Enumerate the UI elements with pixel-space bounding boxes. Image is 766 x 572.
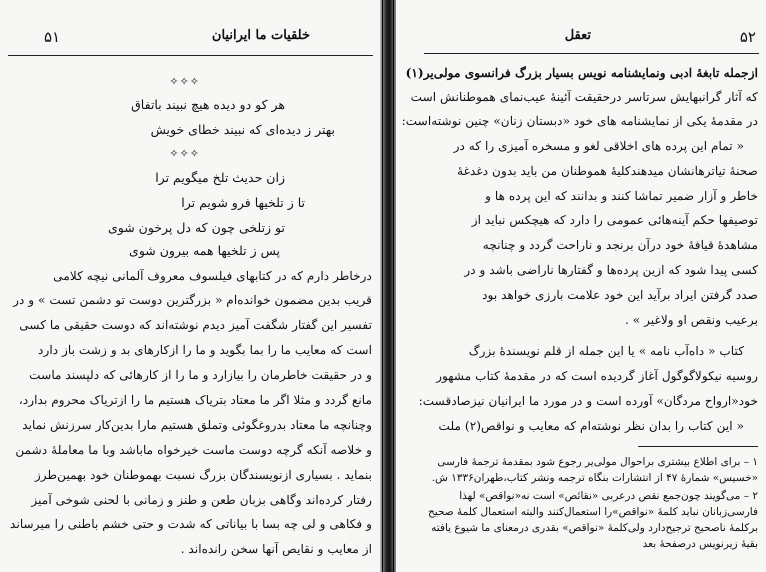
body-line: تفسیر این گفتار شگفت آمیز دیدم نوشته‌اند که دوست حقیقی ما کسی [19, 318, 372, 332]
body-line: قریب بدین مضمون خوانده‌ام « بزرگترین دوست تو دشمن تست » و در [13, 293, 372, 307]
right-page-title: تعقل [564, 28, 591, 43]
footnote-line: ۱ – برای اطلاع بیشتری براحوال مولی‌یر رجوع شود بمقدمهٔ ترجمهٔ فارسی [437, 456, 758, 468]
footnote-rule [638, 446, 758, 447]
quote-line: مشاهدهٔ قیافهٔ خود درآن برنجد و ناراحت گردد و چنانچه [482, 238, 758, 252]
gutter-edge [393, 0, 394, 572]
poem-verse: تو زتلخی چون که دل پرخون شوی [107, 220, 285, 235]
body-line: است که معایب ما را بما بگوید و ما را ازکارهای بد و زشت باز دارد [38, 343, 372, 357]
left-page-number: ۵۱ [44, 28, 61, 46]
quote-line: توصیفها حکم آینه‌هائی عمومی را دارد که هیچکس نباید از [471, 213, 758, 227]
quote-line: برعیب ونقص او ولاغیر » . [625, 313, 758, 327]
poem-verse: بهتر ز دیده‌ای که نبیند خطای خویش [150, 122, 335, 137]
body-line: و فکاهی و لی چه بسا با بیاناتی که شدت و حتی خشم باطنی را میرساند [10, 517, 372, 531]
left-page-header [0, 28, 380, 54]
quote-line: « این کتاب را بدان نظر نوشته‌ام که معایب و نواقص(۲) ملت [438, 419, 744, 433]
body-line: روسیه نیکولاگوگول آغاز گردیده است که در مقدمهٔ کتاب مشهور [436, 369, 758, 383]
ornament: ✧✧✧ [169, 147, 200, 160]
body-line: در مقدمهٔ یکی از نمایشنامه های خود «دبستان زنان» چنین نوشته‌است: [401, 114, 758, 128]
body-line: از معایب و نقایص آنها سخن رانده‌اند . [180, 542, 372, 556]
quote-line: صحنهٔ تیاترهانشان میدهندکلیهٔ هموطنان من باید بدون دغدغهٔ [457, 164, 758, 178]
gutter-edge [382, 0, 383, 572]
poem-verse: زان حدیث تلخ میگویم ترا [155, 170, 285, 185]
body-line: مانع گردد و مثلا اگر ما معتاد بتریاک هستیم ما را ازتریاک محروم بدارد، [18, 393, 372, 407]
right-page-header [396, 28, 766, 54]
body-line: رفتار کرده‌اند وگاهی بزبان طعن و طنز و زمانی با لحنی شوخی آمیز [31, 493, 372, 507]
quote-line: صدد گرفتن ایراد برآید این خود علامت بارزی خواهد بود [482, 288, 758, 302]
body-line: ازجمله تابغهٔ ادبی ونمایشنامه نویس بسیار بزرگ فرانسوی مولی‌یر(۱) [405, 66, 758, 80]
quote-line: کسی پیدا شود که ازین پرده‌ها و گفتارها ناراضی باشد و در [464, 263, 758, 277]
left-page [0, 0, 380, 572]
footnote-line: بقیهٔ زیرنویس درصفحهٔ بعد [642, 538, 758, 550]
body-line: درخاطر دارم که در کتابهای فیلسوف معروف آلمانی نیچه کلامی [53, 269, 372, 283]
footnote-line: برکلمهٔ ناصحیح ترجیح‌دارد ولی‌کلمهٔ «نواقص» بقدری درمعنای ما شیوع یافته [431, 522, 758, 534]
quote-line: خاطر و آزار ضمیر تماشا کنند و بدانند که این پرده ها و [485, 189, 758, 203]
right-header-rule [424, 53, 759, 54]
right-page-number: ۵۲ [739, 28, 756, 46]
body-line: و خلاصه آنکه گرچه دوست ماست خیرخواه ماباشد وبا ما معاملهٔ دشمن [15, 443, 372, 457]
body-line: وچنانچه ما معتاد بدروغگوئی وتملق هستیم مارا بدین‌کار سرزنش نماید [22, 418, 372, 432]
footnote-line: ۲ – می‌گویند چون‌جمع نقص درعربی «نقائص» است نه«نواقص» لهذا [459, 490, 758, 502]
right-page [396, 0, 766, 572]
poem-verse: هر کو دو دیده هیچ نبیند باتفاق [131, 97, 285, 112]
body-line: که آثار گرانبهایش سرتاسر درحقیقت آئینهٔ عیب‌نمای هموطنانش است [410, 90, 758, 104]
quote-line: « تمام این پرده های اخلاقی لغو و مسخره آمیزی را که در [453, 139, 744, 153]
body-line: خود«ارواح مردگان» آورده است و در مورد ما ایرانیان نیزصادقست: [418, 394, 758, 408]
left-page-title: خلقیات ما ایرانیان [211, 28, 310, 43]
body-line: و در حقیقت خاطرمان را بیازارد و ما را از کارهائی که دلپسند ماست [29, 368, 372, 382]
poem-verse: پس ز تلخیها همه بیرون شوی [129, 243, 280, 258]
footnote-line: فارسی‌زبانان نباید کلمهٔ «نواقص»را استعمال‌کنند والبته استعمال کلمهٔ صحیح [428, 506, 758, 518]
body-line: بنماید . بسیاری ازنویسندگان بزرگ نسبت بهموطنان خود بهمین‌طرز [34, 468, 372, 482]
book-gutter [380, 0, 396, 572]
left-header-rule [8, 55, 373, 56]
poem-verse: تا ز تلخیها فرو شویم ترا [181, 195, 305, 210]
body-line: کتاب « داه‌آب نامه » یا این جمله از قلم نویسندهٔ بزرگ [468, 344, 744, 358]
footnote-line: «خسیس» شمارهٔ ۴۷ از انتشارات بنگاه ترجمه ونشر کتاب،طهران۱۳۳۶ ش. [431, 472, 758, 484]
ornament: ✧✧✧ [169, 75, 200, 88]
